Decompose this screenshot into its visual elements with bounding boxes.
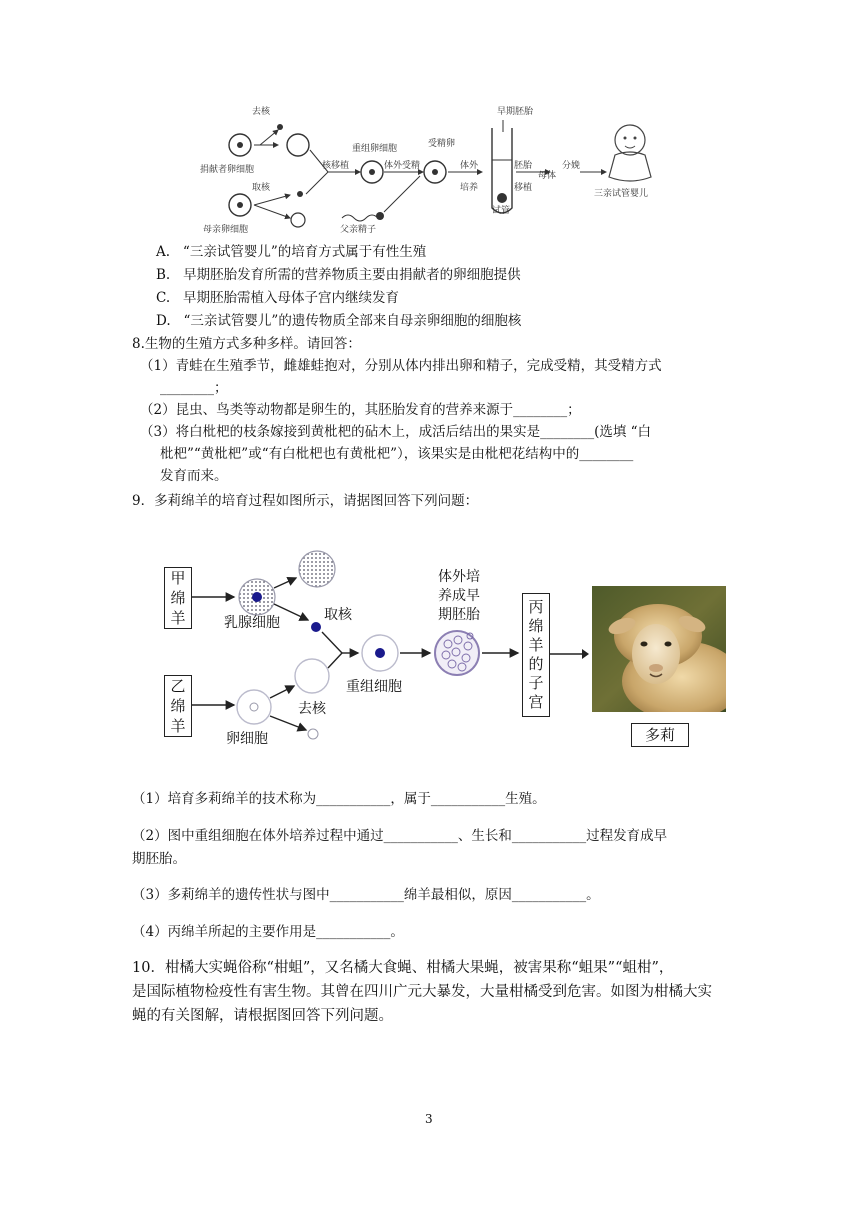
sheep-b-box: 乙 绵 羊 xyxy=(164,675,192,737)
q7-option-a: A. “三亲试管婴儿”的培育方式属于有性生殖 xyxy=(156,244,427,260)
fig1-mother-body: 母体 xyxy=(538,171,557,181)
fig1-test-tube: 试管 xyxy=(492,206,511,216)
enucleated-mammary-cell xyxy=(299,551,335,587)
q7-option-c: C. 早期胚胎需植入母体子宫内继续发育 xyxy=(156,290,400,306)
take-nucleus-label: 取核 xyxy=(324,607,352,623)
fig1-baby: 三亲试管婴儿 xyxy=(594,189,649,199)
remove-nucleus-label: 去核 xyxy=(298,701,326,717)
q9-part3: （3）多莉绵羊的遗传性状与图中___________绵羊最相似，原因___________。 xyxy=(132,887,600,903)
q10-line3: 蝇的有关图解，请根据图回答下列问题。 xyxy=(132,1008,393,1024)
sheep-c-uterus-box: 丙 绵 羊 的 子 宫 xyxy=(522,593,550,717)
fig1-in-vitro: 体外 xyxy=(460,161,479,171)
culture-label: 体外培 养成早 期胚胎 xyxy=(438,569,480,623)
fig1-early-embryo: 早期胚胎 xyxy=(497,107,534,117)
baby-icon xyxy=(609,125,651,181)
q8-part1b: ________； xyxy=(160,380,228,396)
q7-option-d: D. “三亲试管婴儿”的遗传物质全部来自母亲卵细胞的细胞核 xyxy=(156,313,522,329)
uterus-to-dolly-arrow xyxy=(548,648,590,660)
q10-line1: 10．柑橘大实蝇俗称“柑蛆”，又名橘大食蝇、柑橘大果蝇，被害果称“蛆果”“蛆柑”， xyxy=(132,960,674,976)
three-parent-baby-diagram xyxy=(220,100,670,232)
q10-line2: 是国际植物检疫性有害生物。其曾在四川广元大暴发，大量柑橘受到危害。如图为柑橘大实 xyxy=(132,984,712,1000)
q9-part2b: 期胚胎。 xyxy=(132,851,186,867)
q8-part2: （2）昆虫、鸟类等动物都是卵生的，其胚胎发育的营养来源于________； xyxy=(140,402,581,418)
q8-part3a: （3）将白枇杷的枝条嫁接到黄枇杷的砧木上，成活后结出的果实是________(选填 “白 xyxy=(140,424,652,440)
q7-option-b: B. 早期胚胎发育所需的营养物质主要由捐献者的卵细胞提供 xyxy=(156,267,521,283)
fig1-mother-egg: 母亲卵细胞 xyxy=(203,225,249,235)
fig1-transfer: 移植 xyxy=(514,183,533,193)
q8-part3c: 发育而来。 xyxy=(160,468,228,484)
q8-stem: 8.生物的生殖方式多种多样。请回答： xyxy=(132,336,361,352)
fig1-donor-egg: 捐献者卵细胞 xyxy=(200,165,255,175)
fig1-recombinant-egg: 重组卵细胞 xyxy=(352,144,398,154)
fig1-remove-nucleus: 去核 xyxy=(252,107,271,117)
fig1-take-nucleus: 取核 xyxy=(252,183,271,193)
q8-part1a: （1）青蛙在生殖季节，雌雄蛙抱对，分别从体内排出卵和精子，完成受精，其受精方式 xyxy=(140,358,662,374)
fig1-culture: 培养 xyxy=(460,183,479,193)
fig1-ivf: 体外受精 xyxy=(384,161,421,171)
fig1-father-sperm: 父亲精子 xyxy=(340,225,377,235)
enucleated-donor-egg xyxy=(287,134,309,156)
sheep-a-box: 甲 绵 羊 xyxy=(164,567,192,629)
fig1-fertilized-egg: 受精卵 xyxy=(428,139,456,149)
q9-part4: （4）丙绵羊所起的主要作用是___________。 xyxy=(132,924,404,940)
page-number: 3 xyxy=(425,1112,433,1126)
egg-cell xyxy=(237,690,271,724)
dolly-label-box: 多莉 xyxy=(631,723,689,747)
mammary-nucleus-taken xyxy=(311,622,321,632)
fig1-delivery: 分娩 xyxy=(562,161,581,171)
q9-part2a: （2）图中重组细胞在体外培养过程中通过___________、生长和___________过程发育成早 xyxy=(132,828,668,844)
q8-part3b: 枇杷”“黄枇杷”或“有白枇杷也有黄枇杷”），该果实是由枇杷花结构中的________ xyxy=(160,446,634,462)
enucleated-egg xyxy=(295,659,329,693)
dolly-sheep-photo xyxy=(592,586,726,712)
egg-cell-label: 卵细胞 xyxy=(226,731,268,747)
recombinant-cell-label: 重组细胞 xyxy=(346,679,402,695)
removed-egg-nucleus xyxy=(308,729,318,739)
mammary-cell-label: 乳腺细胞 xyxy=(224,615,280,631)
mammary-nucleus xyxy=(252,592,262,602)
q9-part1: （1）培育多莉绵羊的技术称为___________，属于___________生殖。 xyxy=(132,791,546,807)
q9-stem: 9．多莉绵羊的培育过程如图所示，请据图回答下列问题： xyxy=(132,493,479,509)
fig1-embryo: 胚胎 xyxy=(514,161,533,171)
fig1-nuclear-transfer: 核移植 xyxy=(322,161,350,171)
